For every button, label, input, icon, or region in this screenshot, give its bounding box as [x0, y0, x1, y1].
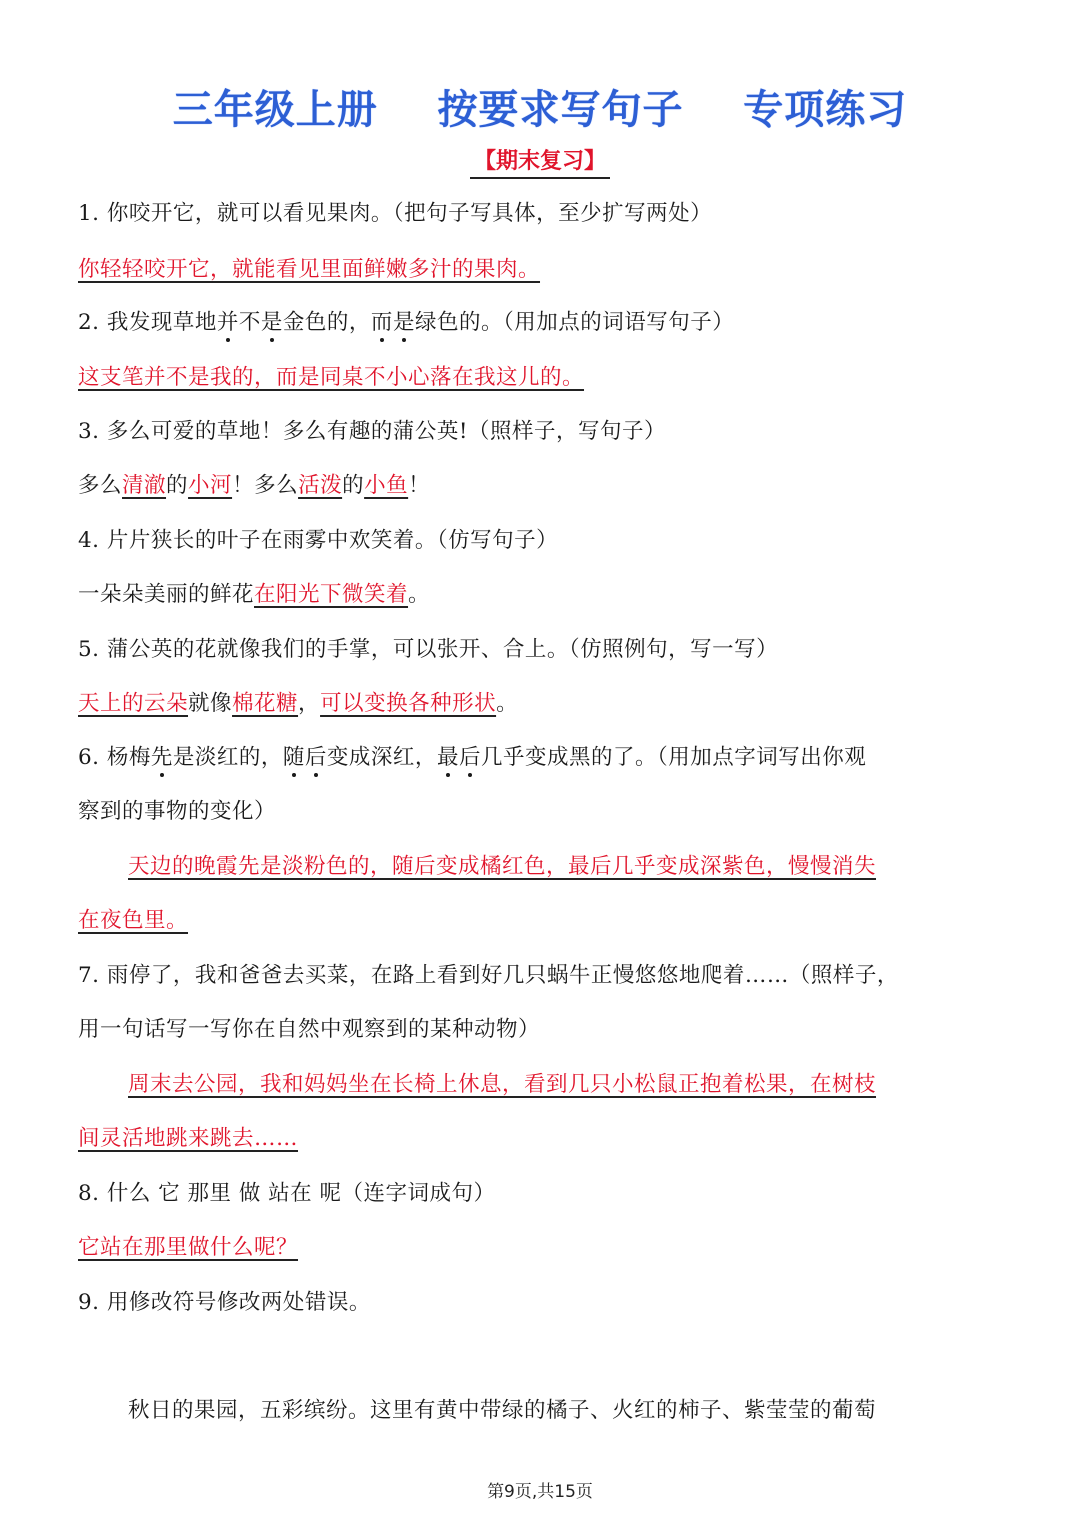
page-footer: 第9页,共15页: [487, 1482, 593, 1502]
question-6: 6. 杨梅先是淡红的，随后变成深红，最后几乎变成黑的了。（用加点字词写出你观: [78, 745, 867, 770]
answer-4: 一朵朵美丽的鲜花在阳光下微笑着。: [78, 582, 431, 607]
page-title: 三年级上册 按要求写句子 专项练习: [172, 87, 908, 133]
answer-1: 你轻轻咬开它，就能看见里面鲜嫩多汁的果肉。: [78, 257, 541, 282]
question-9: 9. 用修改符号修改两处错误。: [78, 1290, 371, 1315]
answer-2: 这支笔并不是我的，而是同桌不小心落在我这儿的。: [78, 365, 585, 390]
answer-3: 多么清澈的小河！多么活泼的小鱼！: [78, 473, 431, 498]
question-7: 7. 雨停了，我和爸爸去买菜，在路上看到好几只蜗牛正慢悠悠地爬着……（照样子，: [78, 963, 899, 988]
answer-5: 天上的云朵就像棉花糖，可以变换各种形状。: [78, 691, 519, 716]
answer-6: 天边的晚霞先是淡粉色的，随后变成橘红色，最后几乎变成深紫色，慢慢消失: [128, 854, 877, 879]
question-4: 4. 片片狭长的叶子在雨雾中欢笑着。（仿写句子）: [78, 528, 559, 553]
question-7-line-2: 用一句话写一写你在自然中观察到的某种动物）: [78, 1017, 541, 1042]
question-6-line-2: 察到的事物的变化）: [78, 799, 277, 824]
question-5: 5. 蒲公英的花就像我们的手掌，可以张开、合上。（仿照例句，写一写）: [78, 637, 779, 662]
question-2: 2. 我发现草地并不是金色的，而是绿色的。（用加点的词语写句子）: [78, 310, 735, 335]
question-3: 3. 多么可爱的草地！多么有趣的蒲公英!（照样子，写句子）: [78, 419, 666, 444]
answer-7: 周末去公园，我和妈妈坐在长椅上休息，看到几只小松鼠正抱着松果，在树枝: [128, 1072, 877, 1097]
page-subtitle: 【期末复习】: [0, 144, 1080, 175]
answer-6-line-2: 在夜色里。: [78, 908, 189, 933]
question-1: 1. 你咬开它，就可以看见果肉。（把句子写具体，至少扩写两处）: [78, 201, 713, 226]
answer-7-line-2: 间灵活地跳来跳去……: [78, 1126, 299, 1151]
answer-8: 它站在那里做什么呢？: [78, 1235, 299, 1260]
question-8: 8. 什么 它 那里 做 站在 呢（连字词成句）: [78, 1181, 496, 1206]
passage-text: 秋日的果园，五彩缤纷。这里有黄中带绿的橘子、火红的柿子、紫莹莹的葡萄: [128, 1398, 877, 1423]
